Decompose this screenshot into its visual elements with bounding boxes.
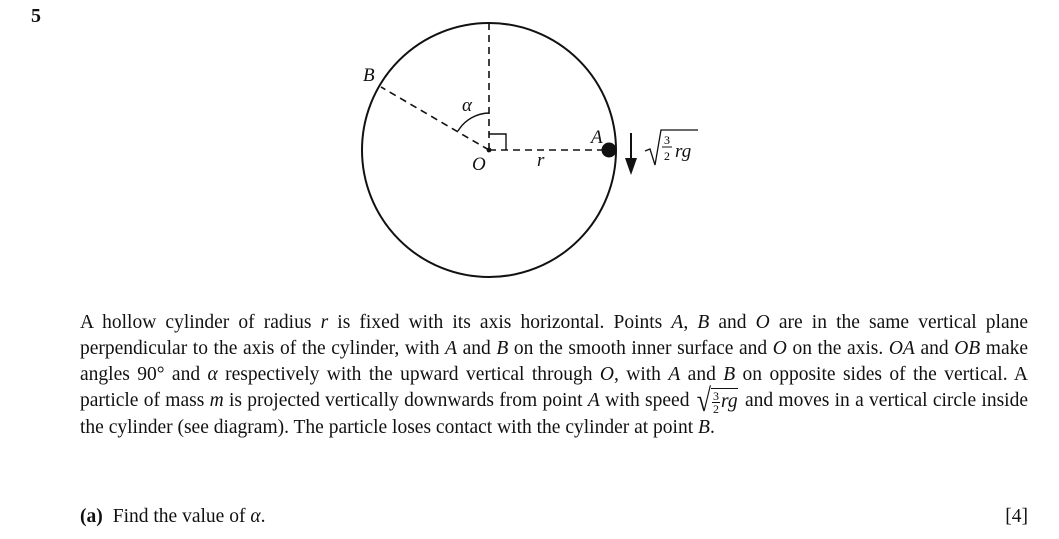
speed-label	[645, 130, 698, 165]
label-B: B	[363, 65, 375, 86]
speed-frac-num: 3	[664, 133, 670, 147]
right-angle-marker	[489, 134, 506, 150]
velocity-arrow-head	[625, 158, 637, 175]
speed-sqrt: √ $\frac{3}{2}$ rg	[696, 382, 738, 419]
question-number: 5	[31, 5, 41, 27]
question-text: A hollow cylinder of radius r is fixed with its axis horizontal. Points A, B and O are in the same vertical plane perpendicular to the axis of the cylinder, with A and B on the smooth inner surface and O on the axis. OA and OB make angles 90° and α respectively with the upward vertical through O, with A and B on opposite sides of the vertical. A particle of mass m is projected vertically downwards from point A with speed √ $\frac{3}{2}$ rg and moves in a vertical circle inside the cylinder (see diagram). The particle loses contact with the cylinder at point B.	[80, 312, 1029, 439]
speed-frac-den: 2	[664, 149, 670, 163]
centre-point-O	[487, 148, 492, 153]
speed-rg: rg	[675, 141, 692, 162]
label-A: A	[591, 127, 603, 148]
part-a: (a) Find the value of α.	[80, 506, 266, 527]
particle-A	[602, 143, 617, 158]
radius-OB-dashed	[381, 87, 489, 150]
label-O: O	[472, 154, 486, 175]
part-a-text: Find the value of	[112, 506, 251, 527]
label-r: r	[537, 150, 545, 171]
part-a-marks: [4]	[1005, 506, 1028, 527]
part-a-label: (a)	[80, 506, 103, 527]
label-alpha: α	[462, 95, 472, 116]
